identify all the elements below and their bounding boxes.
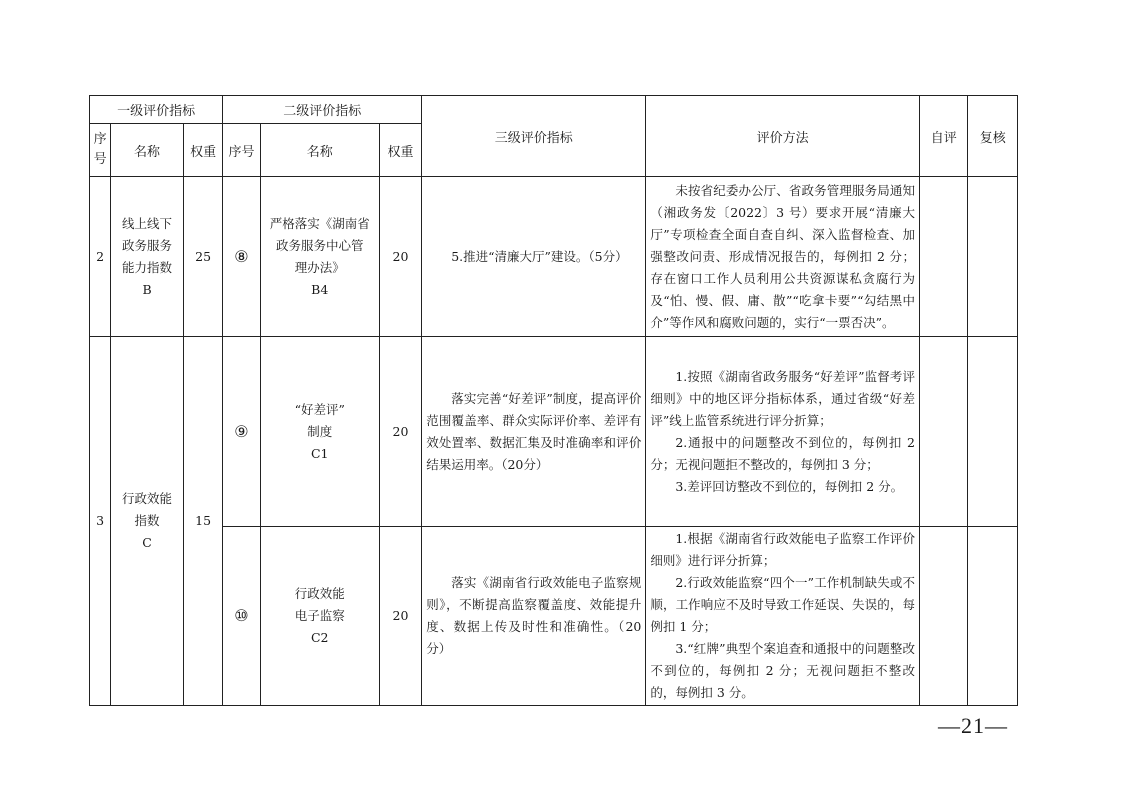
- method-paragraph: 3.“红牌”典型个案追查和通报中的问题整改不到位的，每例扣 2 分；无视问题拒不整改的，每例扣 3 分。: [650, 641, 915, 700]
- l3-indicator: 落实《湖南省行政效能电子监察规则》，不断提高监察覆盖度、效能提升度、数据上传及时性和准确性。（20分）: [422, 527, 646, 706]
- self-eval-cell: [920, 177, 968, 337]
- l1-name: [111, 177, 184, 337]
- method-paragraph: 未按省纪委办公厅、省政务管理服务局通知（湘政务发〔2022〕3 号）要求开展“清廉大厅”专项检查全面自查自纠、深入监督检查、加强整改问责、形成情况报告的，每例扣 2 分；存在窗口工作人员利用公共资源谋私贪腐行为及“怕、慢、假、庸、散”“吃拿卡要”“勾结黑中介”等作风和腐败问题的，实行“一票否决”。: [650, 182, 915, 330]
- l1-weight: 25: [183, 177, 222, 337]
- l1-name-line: 线上线下: [122, 215, 173, 231]
- method-paragraph: 2.行政效能监察“四个一”工作机制缺失或不顺，工作响应不及时导致工作延误、失误的，每例扣 1 分；: [650, 575, 915, 634]
- l2-name-line: “好差评”: [294, 401, 345, 417]
- review-cell: [968, 527, 1018, 706]
- l2-seq: ⑧: [223, 177, 260, 337]
- l2-name: [260, 177, 379, 337]
- l1-seq: 3: [90, 337, 111, 706]
- l2-name-line: 制度: [307, 423, 333, 439]
- l2-name-code: C1: [310, 445, 329, 461]
- review-cell: [968, 337, 1018, 527]
- l2-weight: 20: [379, 337, 421, 527]
- l1-name-code: C: [142, 535, 152, 550]
- header-name2: 名称: [260, 124, 379, 177]
- evaluation-method: [646, 337, 920, 527]
- header-seq2: 序号: [223, 124, 260, 177]
- l2-name-line: 电子监察: [294, 608, 345, 623]
- l2-name-line: 政务服务中心管: [275, 237, 364, 253]
- l1-name-line: 政务服务: [122, 237, 173, 253]
- header-self-eval: 自评: [920, 96, 968, 177]
- table-row: [90, 177, 1018, 337]
- l2-name-line: 理办法》: [294, 259, 345, 275]
- header-review: 复核: [968, 96, 1018, 177]
- header-level2: 二级评价指标: [223, 96, 422, 124]
- header-name: 名称: [111, 124, 184, 177]
- l2-weight: 20: [379, 177, 421, 337]
- l2-name-line: 行政效能: [294, 586, 345, 601]
- l2-name-code: C2: [310, 630, 329, 645]
- l1-name: [111, 337, 184, 706]
- l2-seq: ⑩: [223, 527, 260, 706]
- header-row-1: [90, 96, 1018, 124]
- header-level1: 一级评价指标: [90, 96, 223, 124]
- l3-indicator: 落实完善“好差评”制度，提高评价范围覆盖率、群众实际评价率、差评有效处置率、数据汇集及时准确率和评价结果运用率。（20分）: [422, 337, 646, 527]
- header-weight2: 权重: [379, 124, 421, 177]
- header-method: 评价方法: [646, 96, 920, 177]
- l2-weight: 20: [379, 527, 421, 706]
- l2-name: [260, 527, 379, 706]
- method-paragraph: 3.差评回访整改不到位的，每例扣 2 分。: [675, 478, 904, 494]
- l2-name-code: B4: [311, 281, 329, 297]
- self-eval-cell: [920, 527, 968, 706]
- l1-name-line: 能力指数: [122, 259, 173, 275]
- page-number: —21—: [938, 713, 1008, 738]
- l2-seq: ⑨: [223, 337, 260, 527]
- self-eval-cell: [920, 337, 968, 527]
- header-seq: 序号: [90, 124, 111, 177]
- l1-weight: 15: [183, 337, 222, 706]
- review-cell: [968, 177, 1018, 337]
- evaluation-table: [89, 95, 1018, 706]
- l1-name-line: 指数: [134, 513, 160, 528]
- l1-name-code: B: [142, 281, 152, 297]
- l1-name-line: 行政效能: [122, 491, 173, 506]
- table-row: [90, 337, 1018, 527]
- method-paragraph: 1.按照《湖南省政务服务“好差评”监督考评细则》中的地区评分指标体系，通过省级“好差评”线上监管系统进行评分折算；: [650, 368, 915, 428]
- method-paragraph: 1.根据《湖南省行政效能电子监察工作评价细则》进行评分折算；: [650, 531, 915, 568]
- l2-name: [260, 337, 379, 527]
- method-paragraph: 2.通报中的问题整改不到位的，每例扣 2 分；无视问题拒不整改的，每例扣 3 分；: [650, 434, 915, 472]
- l3-indicator: 5.推进“清廉大厅”建设。（5分）: [422, 177, 646, 337]
- header-level3: 三级评价指标: [422, 96, 646, 177]
- table-row: [90, 527, 1018, 706]
- evaluation-method: [646, 527, 920, 706]
- header-weight: 权重: [183, 124, 222, 177]
- l1-seq: 2: [90, 177, 111, 337]
- l2-name-line: 严格落实《湖南省: [269, 215, 370, 231]
- evaluation-method: [646, 177, 920, 337]
